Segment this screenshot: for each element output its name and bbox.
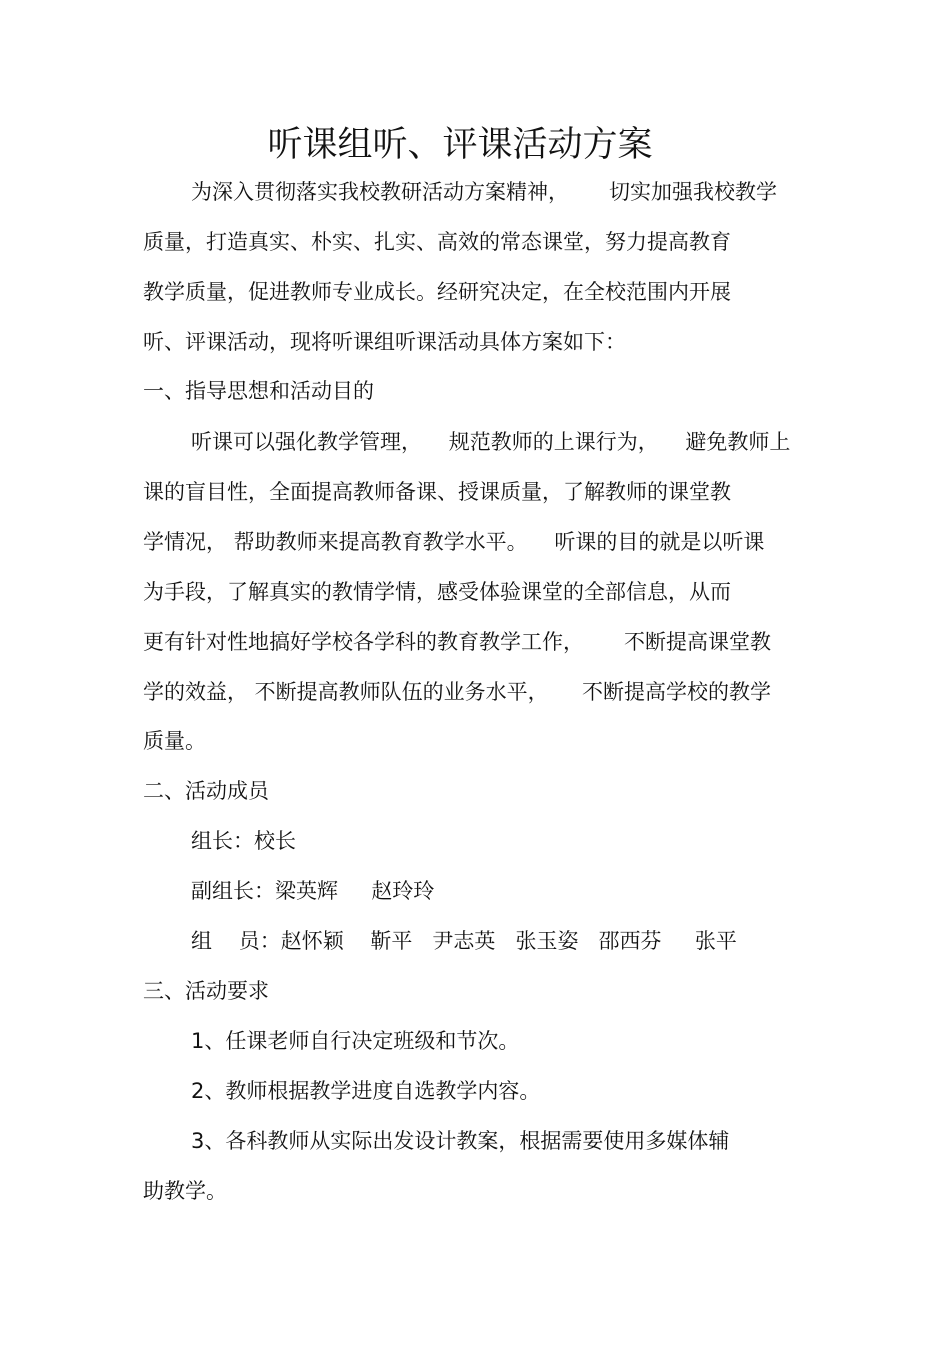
document-title: 听课组听、评课活动方案 [267, 125, 653, 165]
section1-line-4: 为手段，了解真实的教情学情，感受体验课堂的全部信息，从而 [143, 580, 731, 604]
section-heading-3: 三、活动要求 [143, 979, 269, 1003]
intro-line-1: 为深入贯彻落实我校教研活动方案精神， 切实加强我校教学 [191, 180, 778, 204]
member-leader: 组长：校长 [191, 829, 296, 853]
section-heading-1: 一、指导思想和活动目的 [143, 379, 374, 403]
member-list: 组 员：赵怀颖 靳平 尹志英 张玉姿 邵西芬 张平 [191, 929, 737, 953]
requirement-2: 2、教师根据教学进度自选教学内容。 [191, 1079, 541, 1103]
section1-line-3: 学情况， 帮助教师来提高教育教学水平。 听课的目的就是以听课 [143, 530, 765, 554]
section1-line-2: 课的盲目性，全面提高教师备课、授课质量，了解教师的课堂教 [143, 480, 731, 504]
intro-line-3: 教学质量，促进教师专业成长。经研究决定，在全校范围内开展 [143, 280, 731, 304]
section1-line-7: 质量。 [143, 729, 206, 753]
member-deputy-leaders: 副组长：梁英辉 赵玲玲 [191, 879, 435, 903]
section-heading-2: 二、活动成员 [143, 779, 269, 803]
requirement-1: 1、任课老师自行决定班级和节次。 [191, 1029, 520, 1053]
section1-line-6: 学的效益， 不断提高教师队伍的业务水平， 不断提高学校的教学 [143, 680, 772, 704]
intro-line-2: 质量，打造真实、朴实、扎实、高效的常态课堂，努力提高教育 [143, 230, 731, 254]
section1-line-5: 更有针对性地搞好学校各学科的教育教学工作， 不断提高课堂教 [143, 630, 772, 654]
intro-line-4: 听、评课活动，现将听课组听课活动具体方案如下： [143, 330, 626, 354]
section1-line-1: 听课可以强化教学管理， 规范教师的上课行为， 避免教师上 [191, 430, 791, 454]
requirement-3: 3、各科教师从实际出发设计教案，根据需要使用多媒体辅 [191, 1129, 730, 1153]
requirement-3-cont: 助教学。 [143, 1179, 227, 1203]
